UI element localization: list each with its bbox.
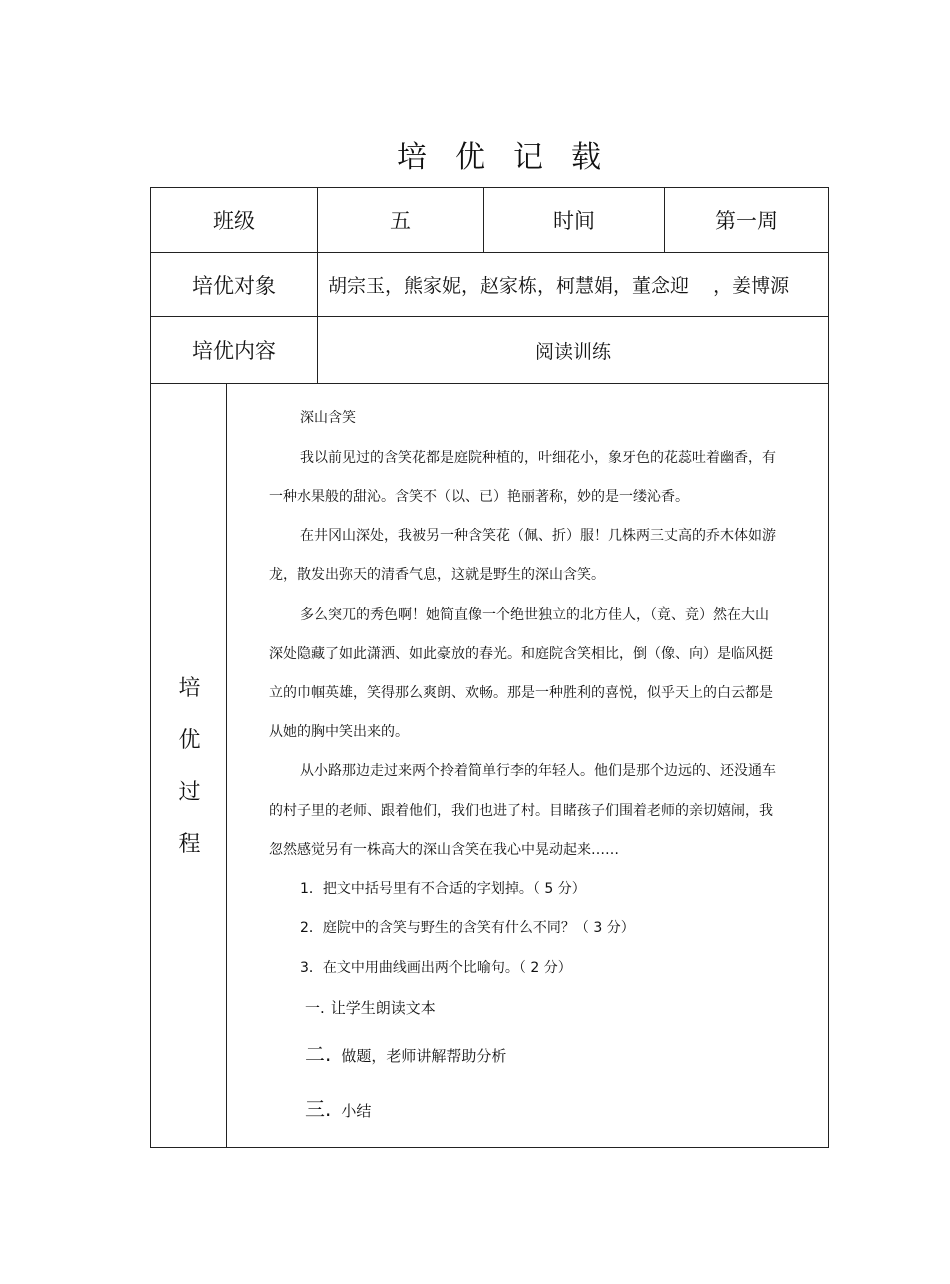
step-number: 二. [305,1042,332,1066]
target-label: 培优对象 [150,252,318,317]
time-value: 第一周 [664,187,829,253]
passage-line: 忽然感觉另有一株高大的深山含笑在我心中晃动起来…… [269,842,619,858]
passage-line: 立的巾帼英雄，笑得那么爽朗、欢畅。那是一种胜利的喜悦，似乎天上的白云都是 [269,685,773,701]
question: 3．在文中用曲线画出两个比喻句。（ 2 分） [300,960,572,976]
passage-line: 从小路那边走过来两个拎着简单行李的年轻人。他们是那个边远的、还没通车 [300,763,776,779]
content-label: 培优内容 [150,316,318,384]
passage-line: 从她的胸中笑出来的。 [269,724,409,740]
page-title: 培优记载 [397,140,629,175]
target-names: 胡宗玉，熊家妮，赵家栋，柯慧娟，董念迎 ，姜博源 [317,252,829,317]
question: 1．把文中括号里有不合适的字划掉。（ 5 分） [300,881,586,897]
process-char: 培 [178,676,201,701]
passage-line: 我以前见过的含笑花都是庭院种植的，叶细花小，象牙色的花蕊吐着幽香，有 [300,450,776,466]
step-number: 一. [305,999,325,1017]
passage-line: 深处隐藏了如此潇洒、如此豪放的春光。和庭院含笑相比，倒（像、向）是临风挺 [269,646,773,662]
time-label: 时间 [483,187,665,253]
passage-line: 的村子里的老师、跟着他们，我们也进了村。目睹孩子们围着老师的亲切嬉闹，我 [269,803,773,819]
content-value: 阅读训练 [317,316,829,384]
passage-line: 在井冈山深处，我被另一种含笑花（佩、折）服！几株两三丈高的乔木体如游 [300,528,776,544]
process-body [226,383,829,1148]
step-item [305,1098,371,1122]
process-label [150,383,227,1148]
process-char: 过 [178,780,201,805]
step-item [305,997,436,1019]
passage-line: 龙，散发出弥天的清香气息，这就是野生的深山含笑。 [269,567,605,583]
process-char: 程 [178,832,201,857]
step-number: 三. [305,1097,332,1121]
passage-line: 一种水果般的甜沁。含笑不（以、已）艳丽著称，妙的是一缕沁香。 [269,489,689,505]
step-item [305,1043,506,1067]
step-text: 让学生朗读文本 [330,999,436,1017]
passage-title: 深山含笑 [300,410,356,426]
step-text: 做题，老师讲解帮助分析 [341,1047,507,1065]
process-char: 优 [178,728,201,753]
step-text: 小结 [341,1102,372,1120]
passage-line: 多么突兀的秀色啊！她简直像一个绝世独立的北方佳人，（竟、竞）然在大山 [300,607,769,623]
class-value: 五 [317,187,484,253]
question: 2．庭院中的含笑与野生的含笑有什么不同？（ 3 分） [300,920,635,936]
class-label: 班级 [150,187,318,253]
